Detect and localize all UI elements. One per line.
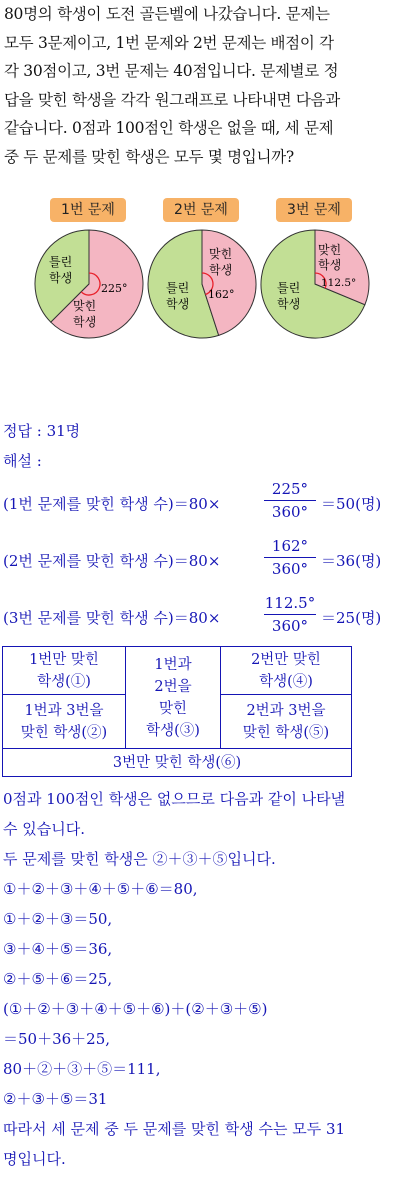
pie-chart-q3 (259, 228, 371, 344)
correct-label-1: 맞힌 (318, 243, 342, 257)
cell-line: 2번만 맞힌 (251, 651, 321, 668)
correct-label-1: 맞힌 (209, 247, 233, 261)
cell-line: 맞힌 (158, 700, 187, 717)
solution-line: ③＋④＋⑤＝36, (3, 940, 113, 958)
solution-line: 0점과 100점인 학생은 없으므로 다음과 같이 나타낼 (3, 790, 346, 808)
fraction-denominator: 360° (271, 617, 309, 635)
problem-line: 각 30점이고, 3번 문제는 40점입니다. 문제별로 정 (4, 62, 339, 80)
cell-line: 1번만 맞힌 (29, 651, 99, 668)
wrong-label-2: 학생 (277, 297, 301, 311)
solution-line: ①＋②＋③＋④＋⑤＋⑥＝80, (3, 880, 198, 898)
pie-chart-q2 (146, 228, 258, 344)
equation-q2 (3, 535, 398, 585)
solution-line: 80＋②＋③＋⑤＝111, (3, 1060, 161, 1078)
chart-tag-q3: 3번 문제 (276, 198, 352, 222)
region-cell-3 (126, 647, 221, 749)
student-region-table (2, 646, 352, 777)
cell-line: 2번과 3번을 (246, 702, 326, 719)
pie-chart-q1 (33, 228, 145, 344)
cell-line: 1번과 3번을 (24, 702, 104, 719)
cell-line: 1번과 (154, 656, 192, 673)
explanation-label: 해설 : (3, 452, 42, 470)
solution-line: (①＋②＋③＋④＋⑤＋⑥)＋(②＋③＋⑤) (3, 1000, 268, 1018)
solution-line: ②＋③＋⑤＝31 (3, 1090, 108, 1108)
fraction-numerator: 112.5° (264, 594, 316, 612)
problem-line: 답을 맞힌 학생을 각각 원그래프로 나타내면 다음과 (4, 90, 340, 109)
problem-line: 중 두 문제를 맞힌 학생은 모두 몇 명입니까? (4, 147, 294, 166)
problem-line: 80명의 학생이 도전 골든벨에 나갔습니다. 문제는 (4, 5, 330, 23)
chart-tag-q2: 2번 문제 (163, 198, 239, 222)
cell-line: 맞힌 학생(⑤) (242, 724, 330, 741)
angle-label: 112.5° (321, 277, 357, 289)
solution-line: ①＋②＋③＝50, (3, 910, 113, 928)
cell-line: 학생(③) (146, 722, 200, 739)
solution-line: 두 문제를 맞힌 학생은 ②＋③＋⑤입니다. (3, 850, 276, 868)
correct-label-2: 학생 (73, 315, 97, 329)
equation-q3 (3, 592, 398, 642)
region-cell-5 (221, 695, 352, 749)
cell-line: 2번을 (154, 678, 192, 695)
wrong-label-2: 학생 (166, 297, 190, 311)
problem-line: 같습니다. 0점과 100점인 학생은 없을 때, 세 문제 (4, 119, 334, 137)
region-cell-4 (221, 647, 352, 695)
angle-label: 162° (208, 288, 235, 301)
equation-rhs: ＝36(명) (321, 552, 382, 570)
solution-line: 따라서 세 문제 중 두 문제를 맞힌 학생 수는 모두 31 (3, 1120, 346, 1138)
fraction (260, 592, 320, 637)
fraction-denominator: 360° (271, 503, 309, 521)
solution-line: ②＋⑤＋⑥＝25, (3, 970, 113, 988)
problem-text (4, 0, 398, 171)
correct-label-2: 학생 (209, 263, 233, 277)
wrong-label-1: 틀린 (277, 281, 301, 295)
pie-svg-q2 (146, 228, 258, 340)
wrong-label-1: 틀린 (49, 255, 73, 269)
cell-line: 학생(①) (37, 673, 91, 690)
pie-svg-q3 (259, 228, 371, 340)
region-cell-6: 3번만 맞힌 학생(⑥) (3, 749, 352, 777)
correct-label-1: 맞힌 (73, 299, 97, 313)
equation-rhs: ＝25(명) (321, 609, 382, 627)
cell-line: 학생(④) (259, 673, 313, 690)
correct-label-2: 학생 (318, 258, 342, 272)
equation-lhs: (1번 문제를 맞힌 학생 수)＝80× (3, 495, 221, 513)
region-cell-2 (3, 695, 126, 749)
equation-rhs: ＝50(명) (321, 495, 382, 513)
solution-line: 수 있습니다. (3, 820, 85, 838)
fraction-numerator: 162° (271, 537, 309, 555)
fraction-numerator: 225° (271, 480, 309, 498)
fraction (260, 535, 320, 580)
problem-line: 모두 3문제이고, 1번 문제와 2번 문제는 배점이 각 (4, 33, 334, 52)
region-cell-1 (3, 647, 126, 695)
angle-label: 225° (101, 282, 128, 295)
chart-tag-q1: 1번 문제 (50, 198, 126, 222)
solution-line: 명입니다. (3, 1150, 66, 1168)
equation-lhs: (3번 문제를 맞힌 학생 수)＝80× (3, 609, 221, 627)
wrong-label-1: 틀린 (166, 281, 190, 295)
pie-svg-q1 (33, 228, 145, 340)
answer-text: 정답 : 31명 (3, 422, 81, 440)
cell-line: 맞힌 학생(②) (20, 724, 108, 741)
fraction (260, 478, 320, 523)
wrong-label-2: 학생 (49, 271, 73, 285)
solution-line: ＝50＋36＋25, (3, 1030, 111, 1048)
fraction-denominator: 360° (271, 560, 309, 578)
equation-lhs: (2번 문제를 맞힌 학생 수)＝80× (3, 552, 221, 570)
equation-q1 (3, 478, 398, 528)
